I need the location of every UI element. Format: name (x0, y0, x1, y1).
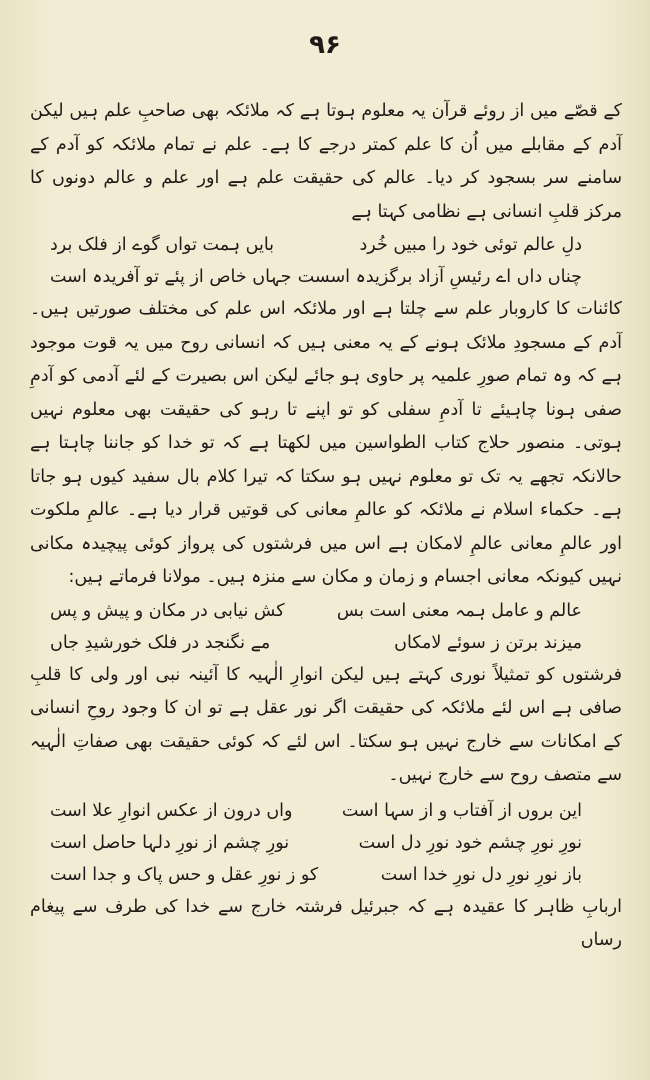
page-number: ۹۶ (309, 30, 341, 60)
couplet-4 (30, 627, 622, 659)
couplet-5-second-hemistich: واں درون از عکس انوارِ علا است (50, 800, 293, 821)
couplet-3-second-hemistich: کش نیابی در مکان و پیش و پس (50, 600, 285, 621)
couplet-4-first-hemistich: میزند برتن ز سوئے لامکاں (394, 632, 582, 653)
couplet-2 (30, 261, 622, 293)
couplet-1-first-hemistich: دلِ عالم توئی خود را مبیں خُرد (359, 235, 582, 255)
paragraph-3: فرشتوں کو تمثیلاً نوری کہتے ہیں لیکن انوارِ الٰہیہ کا آئینہ نبی اور ولی کا قلبِ صافی ہے اس لئے ملائکہ کی حقیقت اگر نور عقل ہے تو ان کا وجود روحِ انسانی کے امکانات سے خارج نہیں ہو سکتا۔ اس لئے کہ کوئی حقیقت بھی صفاتِ الٰہیہ سے متصف روح سے خارج نہیں۔ (30, 664, 622, 785)
couplet-3-first-hemistich: عالم و عامل ہمہ معنی است بس (336, 600, 582, 621)
couplet-1 (30, 229, 622, 261)
paragraph-2: کائنات کا کاروبار علم سے چلتا ہے اور ملائکہ اس علم کی مختلف صورتیں ہیں۔ آدم کے مسجودِ ملائک ہونے کے یہ معنی ہیں کہ انسانی روح میں یہ قوت موجود ہے کہ وہ تمام صورِ علمیہ پر حاوی ہو جائے لیکن اس بصیرت کے لئے آدمی کو آدمِ صفی ہونا چاہیئے تا آدمِ سفلی کو تو اپنے تا رہو کی حقیقت بھی معلوم نہیں ہوتی۔ منصور حلاج کتاب الطواسین میں لکھتا ہے کہ تو خدا کو جاننا چاہتا ہے حالانکہ تجھے یہ تک تو معلوم نہیں ہو سکتا کہ تیرا کلام بال سفید کیوں ہو جاتا ہے۔ حکماء اسلام نے ملائکہ کو عالمِ معانی کی قوتیں قرار دیا ہے۔ عالمِ ملکوت اور عالمِ معانی عالمِ لامکان ہے اس میں فرشتوں کی پرواز کوئی پیچیدہ مکانی نہیں کیونکہ معانی اجسام و زمان و مکان سے منزہ ہیں۔ مولانا فرماتے ہیں: (30, 299, 622, 587)
couplet-6 (30, 827, 622, 859)
couplet-5 (30, 795, 622, 827)
couplet-2-second-hemistich: جہاں خاص از پئے تو آفریدہ است (50, 267, 292, 287)
couplet-4-second-hemistich: مے نگنجد در فلک خورشیدِ جاں (50, 632, 271, 653)
paragraph-4: اربابِ ظاہر کا عقیدہ ہے کہ جبرئیل فرشتہ خارج سے خدا کی طرف سے پیغام رساں (30, 896, 622, 950)
couplet-5-first-hemistich: این بروں از آفتاب و از سہا است (341, 800, 582, 821)
couplet-6-second-hemistich: نورِ چشم از نورِ دلہا حاصل است (50, 832, 290, 853)
couplet-7 (30, 859, 622, 891)
couplet-7-second-hemistich: کو ز نورِ عقل و حس پاک و جدا است (50, 864, 319, 885)
couplet-6-first-hemistich: نورِ نورِ چشم خود نورِ دل است (358, 832, 582, 853)
paragraph-1: کے قصّے میں از روئے قرآن یہ معلوم ہوتا ہے کہ ملائکہ بھی صاحبِ علم ہیں لیکن آدم کے مقابلے میں اُن کا علم کمتر درجے کا ہے۔ علم نے تمام ملائکہ کو آدم کے سامنے سر بسجود کر دیا۔ عالم کی حقیقت علم ہے اور علم و عالم دونوں کا مرکز قلبِ انسانی ہے نظامی کہتا ہے (30, 101, 622, 222)
couplet-1-second-hemistich: بایں ہمت تواں گوے از فلک برد (50, 235, 275, 255)
couplet-7-first-hemistich: باز نورِ نورِ دل نورِ خدا است (380, 864, 582, 885)
couplet-3 (30, 595, 622, 627)
couplet-2-first-hemistich: چناں داں اے رئیسِ آزاد برگزیدہ اسست (297, 267, 582, 287)
page-body (30, 95, 622, 958)
